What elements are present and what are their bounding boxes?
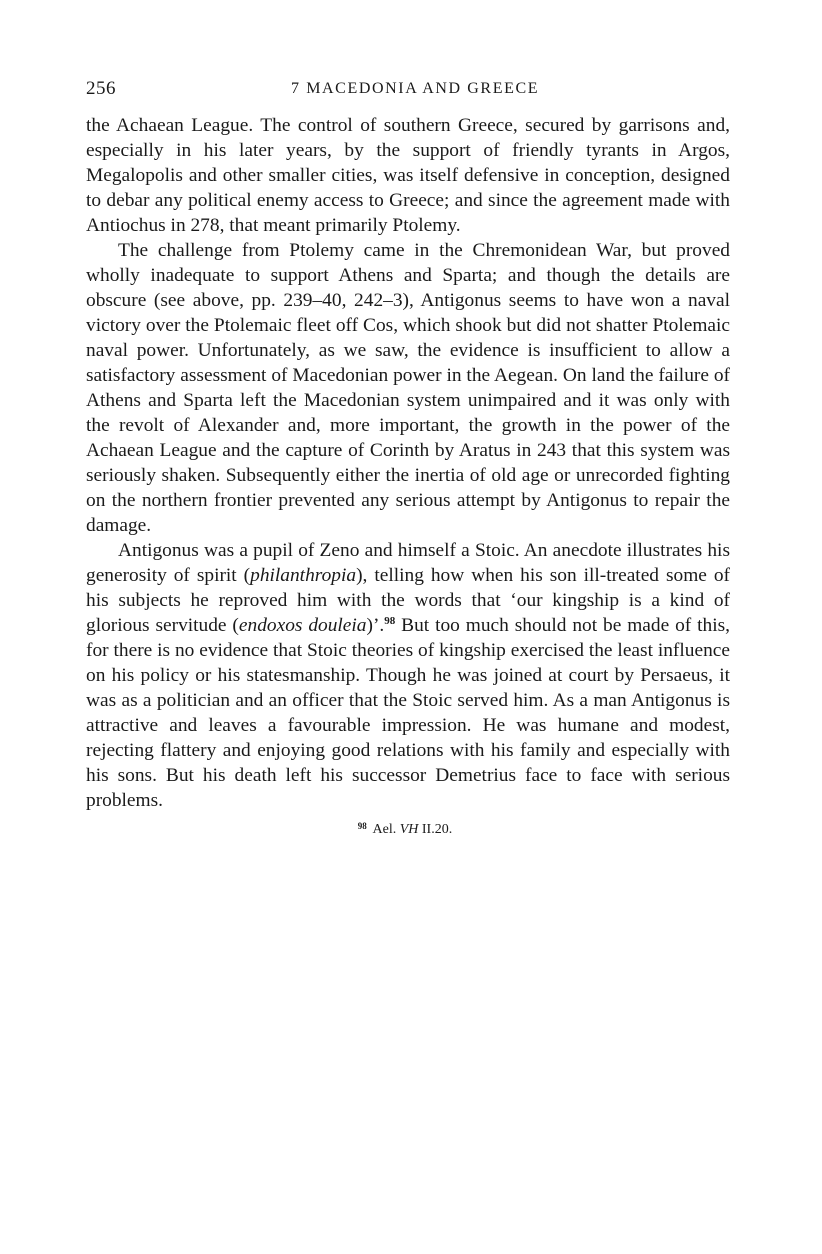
paragraph: [86, 538, 730, 813]
body-text: [86, 113, 730, 813]
book-page: [86, 74, 730, 839]
running-head: [86, 74, 730, 104]
paragraph-text: ), telling how when his son ill-treated some of his subjects he reproved him with the words that ‘our kingship is a kind of glorious servitude (: [86, 565, 730, 636]
paragraph-text: )’.: [366, 615, 385, 636]
paragraph: the Achaean League. The control of southern Greece, secured by garrisons and, especially in his later years, by the support of friendly tyrants in Argos, Megalopolis and other smaller cities, was itself defensive in conception, designed to debar any political enemy access to Greece; and since the agreement made with Antiochus in 278, that meant primarily Ptolemy.: [86, 115, 730, 236]
footnote-citation: II.20.: [421, 822, 453, 837]
paragraph: The challenge from Ptolemy came in the Chremonidean War, but proved wholly inadequate to support Athens and Sparta; and though the details are obscure (see above, pp. 239–40, 242–3), Antigonus seems to have won a naval victory over the Ptolemaic fleet off Cos, which shook but did not shatter Ptolemaic naval power. Unfortunately, as we saw, the evidence is insufficient to allow a satisfactory assessment of Macedonian power in the Aegean. On land the failure of Athens and Sparta left the Macedonian system unimpaired and it was only with the revolt of Alexander and, more important, the growth in the power of the Achaean League and the capture of Corinth by Aratus in 243 that this system was seriously shaken. Subsequently either the inertia of old age or unrecorded fighting on the northern frontier prevented any serious attempt by Antigonus to repair the damage.: [86, 240, 730, 536]
greek-term: endoxos douleia: [238, 615, 367, 636]
page-number: 256: [86, 78, 116, 99]
footnote-mark: 98: [357, 821, 367, 831]
footnote-reference[interactable]: 98: [384, 615, 396, 627]
footnote-work: VH: [399, 822, 419, 837]
paragraph-text: Antigonus was a pupil of Zeno and himself a Stoic. An anecdote illustrates his generosity of spirit (: [86, 540, 730, 586]
paragraph-text: But too much should not be made of this, for there is no evidence that Stoic theories of kingship exercised the least influence on his policy or his statesmanship. Though he was joined at court by Persaeus, it was as a politician and an officer that the Stoic served him. As a man Antigonus is attractive and leaves a favourable impression. He was humane and modest, rejecting flattery and enjoying good relations with his family and especially with his sons. But his death left his successor Demetrius face to face with serious problems.: [86, 615, 730, 811]
footnote-author: Ael.: [372, 822, 397, 837]
footnote: [86, 817, 730, 839]
greek-term: philanthropia: [250, 565, 357, 586]
chapter-running-title: 7 MACEDONIA AND GREECE: [291, 80, 540, 97]
